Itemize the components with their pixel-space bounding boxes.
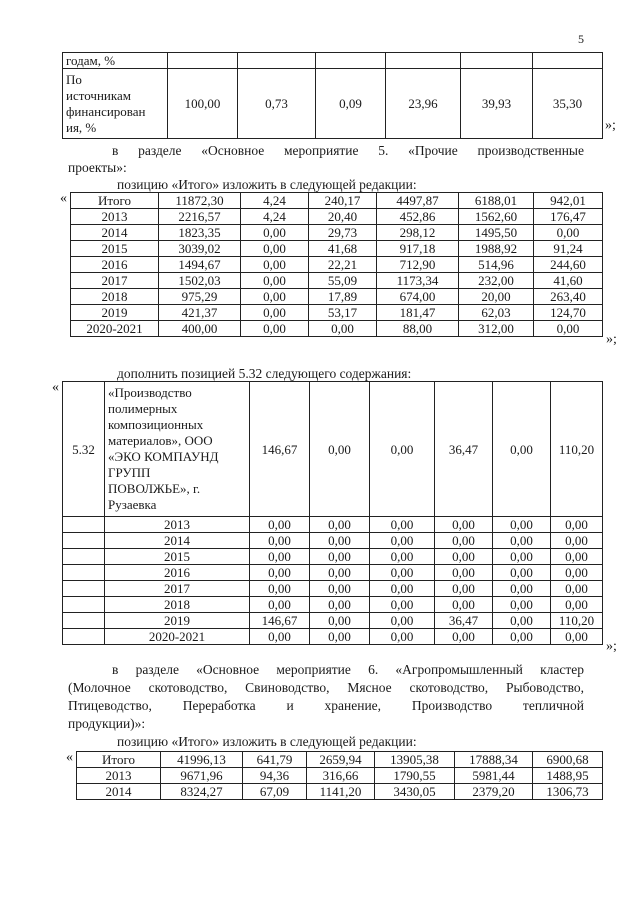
table-cell: 41,60 [534, 273, 603, 289]
empty-cell [63, 549, 105, 565]
table-cell: 674,00 [377, 289, 459, 305]
table-cell: 452,86 [377, 209, 459, 225]
row-label: 2019 [71, 305, 159, 321]
table-cell: 942,01 [534, 193, 603, 209]
close-quote: »; [606, 639, 617, 654]
top-row-source-label: По источникам финансирован ия, % [63, 69, 168, 139]
table-row [63, 581, 603, 597]
table-cell: 298,12 [377, 225, 459, 241]
table-cell: 0,00 [241, 321, 309, 337]
table-cell: 0,00 [250, 565, 310, 581]
table-cell: 2379,20 [455, 784, 533, 800]
table-row [77, 784, 603, 800]
row-label: Итого [71, 193, 159, 209]
table-cell: 55,09 [309, 273, 377, 289]
table-cell: 1306,73 [533, 784, 603, 800]
table-cell: 94,36 [243, 768, 307, 784]
empty-cell [63, 517, 105, 533]
table-cell: 514,96 [459, 257, 534, 273]
row-label: 2016 [105, 565, 250, 581]
table-cell: 975,29 [159, 289, 241, 305]
paragraph-section6-line4: продукции)»: [68, 716, 146, 731]
table-cell: 917,18 [377, 241, 459, 257]
table-cell: 67,09 [243, 784, 307, 800]
table-cell: 0,00 [250, 549, 310, 565]
table-cell: 0,00 [551, 533, 603, 549]
row-label: 2017 [71, 273, 159, 289]
open-quote: « [52, 380, 59, 395]
table-cell: 41996,13 [161, 752, 243, 768]
table-cell: 0,00 [370, 597, 435, 613]
table-cell: 4497,87 [377, 193, 459, 209]
table-cell: 1141,20 [307, 784, 375, 800]
table-cell: 4,24 [241, 193, 309, 209]
table-cell: 0,00 [435, 565, 493, 581]
table-row [71, 193, 603, 209]
table-cell: 0,00 [551, 629, 603, 645]
table-cell: 0,00 [310, 549, 370, 565]
table-cell: 1494,67 [159, 257, 241, 273]
table-cell: 0,00 [241, 225, 309, 241]
position-value: 0,00 [493, 382, 551, 517]
section5-itogo-table [70, 192, 603, 337]
table-cell: 0,00 [310, 533, 370, 549]
row-label: 2014 [71, 225, 159, 241]
row-label: 2013 [71, 209, 159, 225]
table-cell: 1823,35 [159, 225, 241, 241]
row-label: 2017 [105, 581, 250, 597]
table-cell: 17888,34 [455, 752, 533, 768]
table-cell: 232,00 [459, 273, 534, 289]
row-label: 2015 [71, 241, 159, 257]
table-row [63, 565, 603, 581]
table-row [63, 629, 603, 645]
table-row [63, 549, 603, 565]
open-quote: « [60, 191, 67, 206]
table-cell: 0,00 [493, 613, 551, 629]
paragraph-section6-line2: (Молочное скотоводство, Свиноводство, Мясное скотоводство, Рыбоводство, [68, 680, 584, 695]
table-cell: 0,00 [310, 629, 370, 645]
table-row [63, 613, 603, 629]
top-value: 100,00 [168, 69, 238, 139]
table-cell: 5981,44 [455, 768, 533, 784]
top-row-label: годам, % [63, 53, 168, 69]
table-cell: 1488,95 [533, 768, 603, 784]
table-cell: 0,00 [493, 533, 551, 549]
table-cell: 1173,34 [377, 273, 459, 289]
row-label: 2018 [105, 597, 250, 613]
table-cell: 1790,55 [375, 768, 455, 784]
top-value: 39,93 [461, 69, 533, 139]
table-cell: 20,40 [309, 209, 377, 225]
table-cell: 641,79 [243, 752, 307, 768]
table-cell: 0,00 [370, 581, 435, 597]
table-cell: 9671,96 [161, 768, 243, 784]
table-cell: 13905,38 [375, 752, 455, 768]
position-name: «Производство полимерных композиционных материалов», ООО «ЭКО КОМПАУНД ГРУПП ПОВОЛЖЬЕ», г. Рузаевка [105, 382, 250, 517]
table-row [71, 273, 603, 289]
close-quote: »; [605, 118, 616, 133]
table-row [77, 768, 603, 784]
table-cell: 0,00 [370, 565, 435, 581]
table-cell: 240,17 [309, 193, 377, 209]
row-label: 2019 [105, 613, 250, 629]
table-cell: 0,00 [370, 613, 435, 629]
position-number: 5.32 [63, 382, 105, 517]
table-cell: 421,37 [159, 305, 241, 321]
table-cell: 6188,01 [459, 193, 534, 209]
table-row [71, 321, 603, 337]
table-cell: 0,00 [551, 549, 603, 565]
table-cell: 400,00 [159, 321, 241, 337]
table-cell: 0,00 [370, 629, 435, 645]
table-cell: 62,03 [459, 305, 534, 321]
paragraph-section5: в разделе «Основное мероприятие 5. «Прочие производственные [112, 143, 584, 158]
table-cell: 263,40 [534, 289, 603, 305]
table-cell: 36,47 [435, 613, 493, 629]
table-cell: 0,00 [493, 629, 551, 645]
table-cell: 2216,57 [159, 209, 241, 225]
empty-cell [63, 565, 105, 581]
table-cell: 0,00 [435, 517, 493, 533]
table-cell: 0,00 [250, 581, 310, 597]
table-cell: 0,00 [310, 597, 370, 613]
table-cell: 0,00 [241, 273, 309, 289]
table-row [63, 517, 603, 533]
table-cell: 8324,27 [161, 784, 243, 800]
paragraph-section6: в разделе «Основное мероприятие 6. «Агропромышленный кластер [112, 662, 584, 677]
table-cell: 244,60 [534, 257, 603, 273]
row-label: 2013 [105, 517, 250, 533]
table-cell: 176,47 [534, 209, 603, 225]
paragraph-itogo: позицию «Итого» изложить в следующей редакции: [117, 177, 417, 192]
table-cell: 0,00 [435, 549, 493, 565]
position-value: 110,20 [551, 382, 603, 517]
table-cell: 0,00 [493, 597, 551, 613]
table-cell: 29,73 [309, 225, 377, 241]
table-cell: 712,90 [377, 257, 459, 273]
row-label: 2014 [77, 784, 161, 800]
position-value: 146,67 [250, 382, 310, 517]
table-cell: 0,00 [551, 517, 603, 533]
table-cell: 0,00 [370, 533, 435, 549]
table-cell: 88,00 [377, 321, 459, 337]
table-cell: 0,00 [241, 289, 309, 305]
empty-cell [63, 613, 105, 629]
table-cell: 0,00 [250, 533, 310, 549]
open-quote: « [66, 750, 73, 765]
table-cell: 312,00 [459, 321, 534, 337]
table-cell: 0,00 [435, 533, 493, 549]
table-row [71, 241, 603, 257]
table-cell: 124,70 [534, 305, 603, 321]
table-cell: 146,67 [250, 613, 310, 629]
table-cell: 0,00 [534, 321, 603, 337]
table-cell: 0,00 [435, 597, 493, 613]
table-cell: 20,00 [459, 289, 534, 305]
top-value: 0,09 [316, 69, 386, 139]
table-cell: 0,00 [493, 565, 551, 581]
table-cell: 0,00 [241, 257, 309, 273]
top-value: 0,73 [238, 69, 316, 139]
table-cell: 0,00 [551, 581, 603, 597]
table-cell: 91,24 [534, 241, 603, 257]
close-quote: »; [606, 332, 617, 347]
top-table [62, 52, 603, 139]
table-cell: 0,00 [370, 517, 435, 533]
paragraph-add-532: дополнить позицией 5.32 следующего содержания: [117, 366, 412, 381]
empty-cell [63, 581, 105, 597]
table-row [71, 257, 603, 273]
table-cell: 0,00 [250, 597, 310, 613]
table-cell: 0,00 [309, 321, 377, 337]
table-cell: 0,00 [370, 549, 435, 565]
table-row [71, 289, 603, 305]
table-row [77, 752, 603, 768]
table-cell: 110,20 [551, 613, 603, 629]
table-cell: 0,00 [310, 581, 370, 597]
row-label: 2015 [105, 549, 250, 565]
row-label: 2018 [71, 289, 159, 305]
table-cell: 1502,03 [159, 273, 241, 289]
position-value: 0,00 [370, 382, 435, 517]
table-cell: 0,00 [250, 517, 310, 533]
table-cell: 2659,94 [307, 752, 375, 768]
table-cell: 22,21 [309, 257, 377, 273]
table-cell: 11872,30 [159, 193, 241, 209]
row-label: Итого [77, 752, 161, 768]
section6-itogo-table [76, 751, 603, 800]
table-cell: 0,00 [310, 517, 370, 533]
position-value: 0,00 [310, 382, 370, 517]
table-cell: 0,00 [493, 517, 551, 533]
table-cell: 0,00 [310, 613, 370, 629]
table-cell: 181,47 [377, 305, 459, 321]
row-label: 2020-2021 [71, 321, 159, 337]
empty-cell [63, 533, 105, 549]
table-cell: 0,00 [435, 581, 493, 597]
paragraph-section6-line3: Птицеводство, Переработка и хранение, Производство тепличной [68, 698, 584, 713]
table-cell: 0,00 [551, 597, 603, 613]
table-cell: 316,66 [307, 768, 375, 784]
table-cell: 53,17 [309, 305, 377, 321]
table-cell: 0,00 [493, 581, 551, 597]
table-cell: 0,00 [551, 565, 603, 581]
table-row [71, 209, 603, 225]
table-cell: 1562,60 [459, 209, 534, 225]
top-value: 35,30 [533, 69, 603, 139]
table-cell: 0,00 [435, 629, 493, 645]
table-cell: 0,00 [493, 549, 551, 565]
table-cell: 0,00 [310, 565, 370, 581]
paragraph-section5-cont: проекты»: [68, 160, 127, 175]
top-value: 23,96 [386, 69, 461, 139]
table-cell: 1495,50 [459, 225, 534, 241]
page-number: 5 [578, 32, 584, 46]
table-cell: 1988,92 [459, 241, 534, 257]
position-532-table [62, 381, 603, 645]
row-label: 2020-2021 [105, 629, 250, 645]
table-row [71, 225, 603, 241]
table-cell: 0,00 [250, 629, 310, 645]
table-cell: 0,00 [534, 225, 603, 241]
paragraph-itogo-section6: позицию «Итого» изложить в следующей редакции: [117, 734, 417, 749]
empty-cell [63, 597, 105, 613]
table-cell: 6900,68 [533, 752, 603, 768]
row-label: 2014 [105, 533, 250, 549]
table-cell: 17,89 [309, 289, 377, 305]
table-cell: 0,00 [241, 241, 309, 257]
table-row [63, 597, 603, 613]
table-cell: 0,00 [241, 305, 309, 321]
table-cell: 41,68 [309, 241, 377, 257]
table-row [63, 533, 603, 549]
row-label: 2016 [71, 257, 159, 273]
table-row [71, 305, 603, 321]
table-cell: 3430,05 [375, 784, 455, 800]
row-label: 2013 [77, 768, 161, 784]
position-value: 36,47 [435, 382, 493, 517]
empty-cell [63, 629, 105, 645]
table-cell: 3039,02 [159, 241, 241, 257]
table-cell: 4,24 [241, 209, 309, 225]
